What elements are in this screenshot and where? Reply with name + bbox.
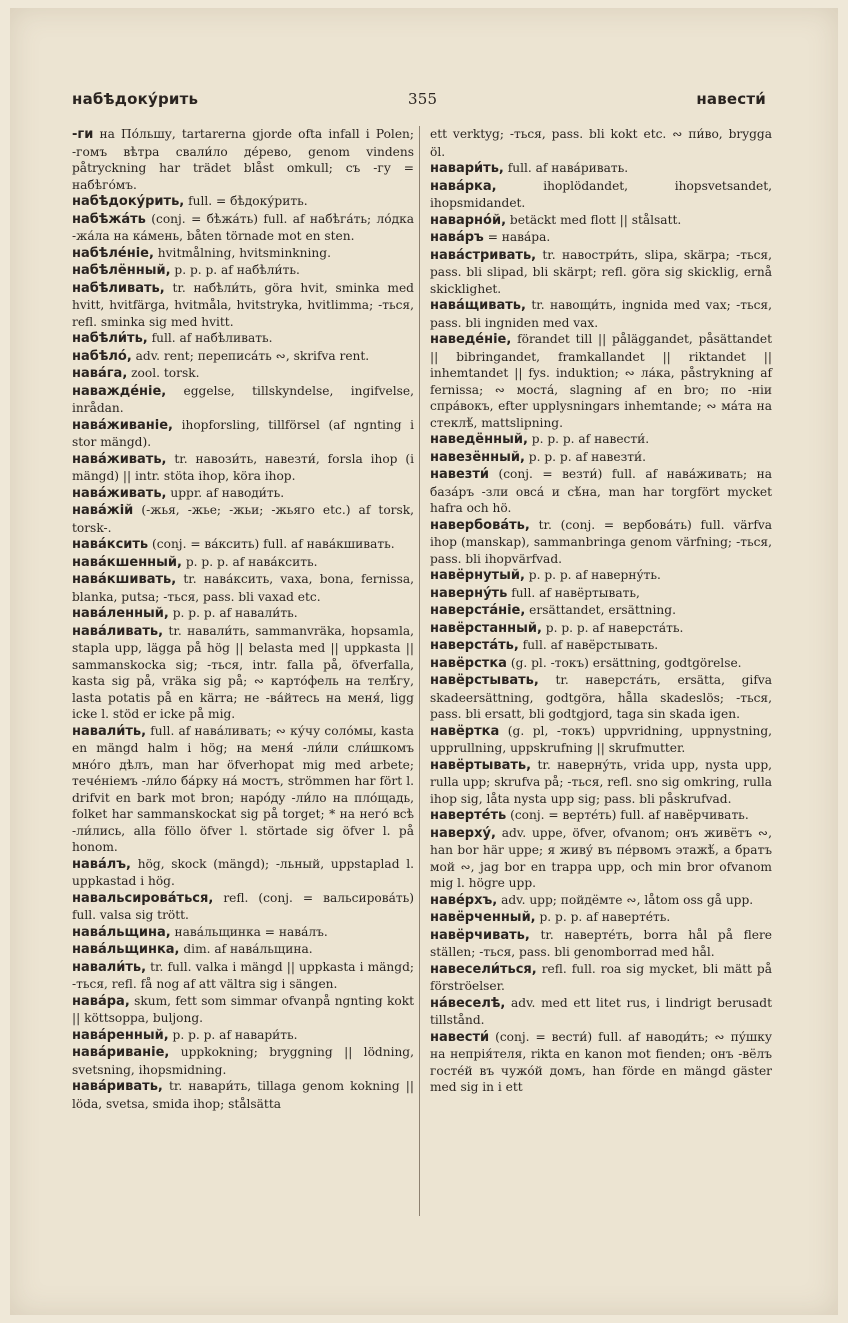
dictionary-entry bbox=[72, 330, 414, 348]
dictionary-entry bbox=[430, 331, 772, 431]
definition: hög, skock (mängd); -льный, uppstaplad l. uppkastad i hög. bbox=[72, 856, 414, 888]
dictionary-entry bbox=[430, 757, 772, 808]
dictionary-entry bbox=[72, 890, 414, 924]
definition: (g. pl, -токъ) uppvridning, uppnystning, upprullning, uppskrufning || skrufmutter. bbox=[430, 723, 772, 755]
headword: навали́ть, bbox=[72, 959, 147, 975]
definition: förandet till || påläggandet, påsättandet || bibringandet, framkallandet || riktandet || inhemtandet || fys. induktion; ∾ ла́ка, påstrykning af fernissa; ∾ моста́, slagning af en bro; по -ніи спра́вокъ, efter upplysningars inhemtande; ∾ ма́та на стеклѣ́, mattslipning. bbox=[430, 332, 772, 430]
dictionary-entry bbox=[430, 585, 772, 603]
headword: наведе́ніе, bbox=[430, 332, 512, 347]
headword: навали́ть, bbox=[72, 723, 147, 739]
definition: hvitmålning, hvitsminkning. bbox=[153, 245, 331, 260]
dictionary-entry bbox=[430, 517, 772, 568]
dictionary-entry bbox=[72, 365, 414, 383]
dictionary-entry bbox=[72, 924, 414, 942]
headword: наверну́ть bbox=[430, 585, 508, 601]
definition: p. p. p. af наверста́ть. bbox=[541, 620, 684, 635]
dictionary-entry bbox=[72, 959, 414, 993]
headword: нава́стривать, bbox=[430, 247, 537, 263]
dictionary-entry bbox=[430, 927, 772, 961]
dictionary-entry bbox=[430, 602, 772, 620]
definition: tr. наверста́ть, ersätta, gifva skadeersättning, godtgöra, hålla skadeslös; -ться, pass. bli ersatt, bli godtgjord, taga sin skada igen. bbox=[430, 673, 772, 721]
dictionary-entry bbox=[72, 536, 414, 554]
headword: набѣливать, bbox=[72, 280, 165, 296]
dictionary-entry bbox=[430, 178, 772, 212]
headword: наве́рхъ, bbox=[430, 892, 498, 908]
definition: (-жья, -жье; -жьи; -жьяго etc.) af torsk, torsk-. bbox=[72, 503, 414, 535]
headword: на́веселѣ, bbox=[430, 995, 506, 1011]
headword: навёртка bbox=[430, 723, 500, 739]
definition: tr. навари́ть, tillaga genom kokning || löda, svetsa, smida ihop; stålsätta bbox=[72, 1079, 414, 1111]
headword: навёрстанный, bbox=[430, 620, 542, 636]
definition: zool. torsk. bbox=[127, 366, 200, 380]
definition: (g. pl. -токъ) ersättning, godtgörelse. bbox=[506, 655, 742, 670]
definition: adv. rent; переписа́ть ∾, skrifva rent. bbox=[131, 348, 370, 363]
dictionary-entry bbox=[72, 605, 414, 623]
definition: tr. навали́ть, sammanvräka, hopsamla, stapla upp, lägga på hög || belasta med || uppkasta || sammanskocka sig; -ться, intr. falla på, öfverfalla, kasta sig på, vräka sig på; ∾ карто́фель на телѣ́гу, lasta potatis på en kärra; не -ва́йтесь на меня́, ligg icke l. stöd er icke på mig. bbox=[72, 623, 414, 721]
definition: refl. (conj. = вальсирова́ть) full. valsa sig trött. bbox=[72, 890, 414, 922]
definition: dim. af нава́льщина. bbox=[179, 942, 313, 956]
dictionary-entry bbox=[72, 723, 414, 856]
headword: навести́ bbox=[430, 1029, 490, 1045]
dictionary-entry bbox=[72, 856, 414, 890]
definition: = нава́ра. bbox=[483, 230, 551, 244]
definition: uppr. af наводи́ть. bbox=[166, 485, 285, 500]
headword: нава́кшивать, bbox=[72, 572, 177, 587]
dictionary-entry bbox=[430, 637, 772, 655]
dictionary-entry bbox=[72, 1044, 414, 1078]
headword: нава́ръ bbox=[430, 230, 484, 245]
definition: full. af навёрстывать. bbox=[518, 638, 659, 652]
definition: (conj. = бѣжа́ть) full. af набѣга́ть; ло́дка -жа́ла на ка́мень, båten törnade mot en sten. bbox=[72, 211, 414, 243]
headword: наведённый, bbox=[430, 432, 528, 447]
definition: tr. нава́ксить, vaxa, bona, fernissa, blanka, putsa; -ться, pass. bli vaxad etc. bbox=[72, 572, 414, 604]
dictionary-entry bbox=[72, 417, 414, 451]
definition: нава́льщинка = нава́лъ. bbox=[170, 924, 328, 939]
definition: (conj. = вести́) full. af наводи́ть; ∾ пу́шку на непрія́теля, rikta en kanon mot fienden; онъ -вёлъ госте́й въ чужо́й домъ, han förde en mängd gäster med sig in i ett bbox=[430, 1029, 772, 1094]
definition: betäckt med flott || stålsatt. bbox=[506, 212, 682, 227]
dictionary-entry bbox=[430, 247, 772, 298]
dictionary-entry bbox=[430, 655, 772, 673]
dictionary-entry bbox=[430, 892, 772, 910]
dictionary-entry bbox=[72, 245, 414, 263]
dictionary-entry bbox=[72, 280, 414, 331]
dictionary-page bbox=[10, 8, 838, 1315]
dictionary-entry bbox=[430, 431, 772, 449]
definition: (conj. = ва́ксить) full. af нава́кшивать. bbox=[148, 537, 395, 551]
headword: -ги bbox=[72, 127, 94, 142]
dictionary-entry bbox=[430, 807, 772, 825]
headword: нава́га, bbox=[72, 366, 128, 381]
dictionary-entry bbox=[72, 211, 414, 245]
column-divider bbox=[419, 126, 420, 1216]
headword: нава́ливать, bbox=[72, 623, 164, 639]
headword: нава́кшенный, bbox=[72, 554, 182, 570]
dictionary-entry bbox=[72, 451, 414, 485]
headword: наверста́ть, bbox=[430, 638, 519, 653]
dictionary-entry bbox=[430, 825, 772, 892]
headword: набѣло́, bbox=[72, 348, 132, 364]
dictionary-entry bbox=[430, 449, 772, 467]
running-head-right: навести́ bbox=[696, 90, 766, 108]
dictionary-entry bbox=[430, 995, 772, 1029]
dictionary-entry bbox=[72, 126, 414, 193]
definition: adv. uppe, öfver, ofvanom; онъ живётъ ∾, han bor här uppe; я живу́ въ пе́рвомъ этажѣ́, а братъ мой ∾, jag bor en trappa upp, och min bror ofvanom mig l. högre upp. bbox=[430, 825, 772, 890]
definition: uppkokning; bryggning || lödning, svetsning, ihopsmidning. bbox=[72, 1045, 414, 1077]
headword: нава́живать, bbox=[72, 485, 167, 501]
definition: adv. med ett litet rus, i lindrigt berusadt tillstånd. bbox=[430, 995, 772, 1027]
definition: tr. full. valka i mängd || uppkasta i mängd; -ться, refl. få nog af att vältra sig i sängen. bbox=[72, 959, 414, 991]
definition: ihopforsling, tillförsel (af ngnting i stor mängd). bbox=[72, 417, 414, 449]
headword: нава́живать, bbox=[72, 451, 167, 467]
definition: ersättandet, ersättning. bbox=[525, 603, 676, 617]
headword: навёрстка bbox=[430, 655, 507, 671]
headword: навезти́ bbox=[430, 467, 489, 482]
headword: нава́льщинка, bbox=[72, 942, 180, 957]
headword: нава́ренный, bbox=[72, 1027, 169, 1043]
dictionary-entry bbox=[430, 723, 772, 757]
definition: full. af нава́ривать. bbox=[503, 161, 629, 175]
definition: ett verktyg; -ться, pass. bli kokt etc. ∾ пи́во, brygga öl. bbox=[430, 127, 772, 159]
right-column bbox=[430, 126, 772, 1096]
dictionary-entry bbox=[72, 941, 414, 959]
dictionary-entry bbox=[72, 993, 414, 1027]
definition: p. p. p. af наверну́ть. bbox=[524, 568, 661, 582]
dictionary-entry bbox=[430, 909, 772, 927]
dictionary-entry bbox=[72, 554, 414, 572]
headword: нава́щивать, bbox=[430, 298, 526, 313]
headword: навари́ть, bbox=[430, 161, 504, 176]
dictionary-entry bbox=[430, 126, 772, 160]
dictionary-entry bbox=[72, 502, 414, 536]
headword: навальсирова́ться, bbox=[72, 890, 214, 906]
definition: eggelse, tillskyndelse, ingifvelse, inrådan. bbox=[72, 383, 414, 415]
headword: навербова́ть, bbox=[430, 517, 530, 533]
headword: навесели́ться, bbox=[430, 961, 537, 977]
definition: full. af навёртывать, bbox=[507, 585, 640, 600]
headword: наверте́ть bbox=[430, 808, 507, 823]
dictionary-entry bbox=[430, 567, 772, 585]
dictionary-entry bbox=[430, 229, 772, 247]
dictionary-entry bbox=[72, 262, 414, 280]
definition: full. af нава́ливать; ∾ ку́чу соло́мы, kasta en mängd halm i hög; на меня́ -ли́ли сли́шкомъ мно́го дѣлъ, man har öfverhopat mig med arbete; тече́ніемъ -ли́ло ба́рку на́ мостъ, strömmen har fört l. drifvit en bark mot bron; наро́ду -ли́ло на пло́щадь, folket har sammanskockat sig på torget; * на него́ всѣ -ли́лись, alla föllo öfver l. störtade sig öfver l. på honom. bbox=[72, 723, 414, 854]
headword: нава́ксить bbox=[72, 537, 149, 552]
definition: p. p. p. af навести́. bbox=[527, 432, 650, 446]
dictionary-entry bbox=[72, 193, 414, 211]
definition: full. af набѣливать. bbox=[147, 331, 273, 345]
headword: навёрчивать, bbox=[430, 927, 530, 943]
headword: навёртывать, bbox=[430, 757, 532, 773]
headword: наверста́ніе, bbox=[430, 603, 526, 618]
headword: наверху́, bbox=[430, 825, 496, 841]
left-column bbox=[72, 126, 414, 1112]
definition: tr. наверну́ть, vrida upp, nysta upp, rulla upp; skrufva på; -ться, refl. sno sig omkring, rulla ihop sig, låta nysta upp sig; pass. bli påskrufvad. bbox=[430, 757, 772, 806]
definition: p. p. p. af навари́ть. bbox=[168, 1027, 298, 1042]
headword: набѣдоку́рить, bbox=[72, 194, 185, 209]
definition: skum, fett som simmar ofvanpå ngnting kokt || köttsoppa, buljong. bbox=[72, 993, 414, 1025]
dictionary-entry bbox=[72, 623, 414, 723]
headword: нава́риваніе, bbox=[72, 1045, 170, 1060]
headword: навёрстывать, bbox=[430, 673, 539, 688]
definition: на По́льшу, tartarerna gjorde ofta infall i Polen; -гомъ вѣтра свали́ло де́рево, genom vindens påtryckning har trädet blåst omkull; съ -гу = набѣго́мъ. bbox=[72, 127, 414, 192]
dictionary-entry bbox=[430, 212, 772, 230]
definition: p. p. p. af набѣли́ть. bbox=[170, 263, 300, 277]
headword: нава́живаніе, bbox=[72, 417, 173, 433]
definition: tr. навози́ть, навезти́, forsla ihop (i mängd) || intr. stöta ihop, köra ihop. bbox=[72, 451, 414, 483]
headword: нава́ривать, bbox=[72, 1079, 163, 1094]
page-number: 355 bbox=[408, 90, 438, 108]
definition: p. p. p. af навали́ть. bbox=[168, 606, 298, 620]
headword: набѣли́ть, bbox=[72, 331, 148, 346]
dictionary-entry bbox=[72, 383, 414, 417]
definition: tr. набѣли́ть, göra hvit, sminka med hvitt, hvitfärga, hvitmåla, hvitstryka, hvitlimma; -ться, refl. sminka sig med hvitt. bbox=[72, 280, 414, 329]
definition: tr. навостри́ть, slipa, skärpa; -ться, pass. bli slipad, bli skärpt; refl. göra sig skicklig, ernå skicklighet. bbox=[430, 247, 772, 296]
headword: наважде́ніе, bbox=[72, 383, 167, 399]
definition: tr. наверте́ть, borra hål på flere ställen; -ться, pass. bli genomborrad med hål. bbox=[430, 927, 772, 959]
definition: tr. (conj. = вербова́ть) full. värfva ihop (manskap), sammanbringa genom värfning; -ться, pass. bli ihopvärfvad. bbox=[430, 517, 772, 566]
definition: p. p. p. af нава́ксить. bbox=[181, 554, 318, 569]
headword: нава́рка, bbox=[430, 178, 497, 194]
definition: p. p. p. af навезти́. bbox=[524, 449, 646, 464]
headword: набѣлённый, bbox=[72, 263, 171, 278]
definition: refl. full. roa sig mycket, bli mätt på förströelser. bbox=[430, 961, 772, 993]
headword: навёрнутый, bbox=[430, 568, 525, 583]
headword: нава́льщина, bbox=[72, 924, 171, 940]
headword: навёрченный, bbox=[430, 910, 536, 925]
dictionary-entry bbox=[430, 961, 772, 995]
dictionary-entry bbox=[430, 297, 772, 331]
dictionary-entry bbox=[430, 466, 772, 517]
dictionary-entry bbox=[430, 672, 772, 723]
dictionary-entry bbox=[72, 348, 414, 366]
dictionary-entry bbox=[430, 620, 772, 638]
definition: (conj. = везти́) full. af нава́живать; на база́ръ -зли овса́ и сѣ́на, man har torgfört mycket hafra och hö. bbox=[430, 467, 772, 515]
headword: нава́ленный, bbox=[72, 606, 169, 621]
dictionary-entry bbox=[72, 1078, 414, 1112]
dictionary-entry bbox=[72, 571, 414, 605]
dictionary-entry bbox=[430, 160, 772, 178]
headword: навезённый, bbox=[430, 449, 525, 465]
headword: наварно́й, bbox=[430, 212, 507, 228]
headword: нава́жій bbox=[72, 503, 134, 518]
dictionary-entry bbox=[72, 485, 414, 503]
definition: (conj. = верте́ть) full. af навёрчивать. bbox=[506, 808, 749, 822]
definition: p. p. p. af наверте́ть. bbox=[535, 910, 671, 924]
definition: adv. upp; пойдёмте ∾, låtom oss gå upp. bbox=[497, 892, 754, 907]
headword: набѣле́ніе, bbox=[72, 245, 154, 261]
definition: ihoplödandet, ihopsvetsandet, ihopsmidandet. bbox=[430, 178, 772, 210]
definition: tr. навощи́ть, ingnida med vax; -ться, pass. bli ingniden med vax. bbox=[430, 298, 772, 330]
dictionary-entry bbox=[72, 1027, 414, 1045]
headword: набѣжа́ть bbox=[72, 211, 146, 227]
definition: full. = бѣдоку́рить. bbox=[184, 194, 308, 208]
running-head-left: набѣдоку́рить bbox=[72, 90, 199, 108]
headword: нава́ра, bbox=[72, 993, 130, 1009]
headword: нава́лъ, bbox=[72, 856, 131, 872]
dictionary-entry bbox=[430, 1029, 772, 1096]
